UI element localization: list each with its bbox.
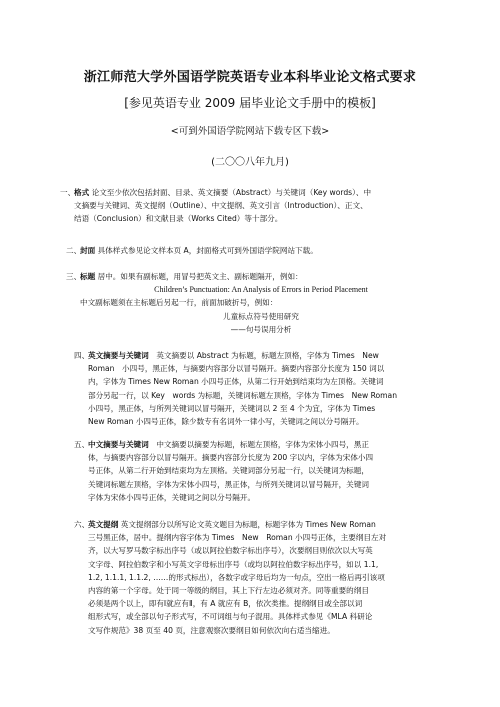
section-text: 1.2, 1.1.1, 1.1.2, ……的形式标出），各数字或字母后均为一句点，空出一格后再引该项: [88, 572, 385, 582]
section-text: 中文摘要以摘要为标题，标题左顶格，字体为宋体小四号，黑正: [156, 440, 369, 449]
section-number: 三、: [66, 272, 82, 281]
english-title-example: Children’s Punctuation: An Analysis of Errors in Period Placement: [154, 285, 368, 295]
section-text: 组形式写，或全部以句子形式写，不可词组与句子混用。具体样式参见《MLA 科研论: [88, 612, 373, 622]
section-text: 文摘要与关键词、英文提纲（Outline）、中文提纲、英文引言（Introduction）、正文、: [74, 201, 368, 211]
document-title: 浙江师范大学外国语学院英语专业本科毕业论文格式要求: [83, 70, 417, 85]
section-text: 居中。如果有副标题，用冒号把英文主、副标题隔开，例如：: [97, 272, 303, 281]
section-title-rules: [66, 270, 456, 336]
section-text: 体，与摘要内容部分以冒号隔开。摘要内容部分长度为 200 字以内，字体为宋体小四: [88, 453, 374, 463]
section-english-abstract: [74, 349, 464, 428]
document-date: (二〇〇八年九月): [211, 157, 289, 168]
section-english-outline: [74, 518, 464, 637]
section-chinese-abstract: [74, 438, 464, 504]
section-number: 二、: [66, 246, 82, 255]
section-heading: 格式: [74, 188, 90, 197]
section-heading: 封面: [80, 246, 96, 255]
section-text: 结语（Conclusion）和文献目录（Works Cited）等十部分。: [74, 214, 283, 224]
section-text: 英文摘要以 Abstract 为标题，标题左顶格，字体为 Times New: [156, 351, 379, 360]
section-format: [60, 186, 460, 226]
section-text: 部分另起一行，以 Key words 为标题，关键词标题左顶格，字体为 Times New Roman: [88, 390, 398, 400]
section-text: 小四号，黑正体，与所列关键词以冒号隔开，关键词以 2 至 4 个为宜，字体为 Times: [88, 403, 376, 413]
section-text: 英文提纲部分以所写论文英文题目为标题，标题字体为 Times New Roman: [120, 520, 376, 529]
chinese-title-example: 儿童标点符号使用研究: [223, 311, 299, 321]
section-cover: [66, 244, 456, 257]
document-subtitle: [参见英语专业 2009 届毕业论文手册中的模板]: [124, 96, 376, 110]
section-text: New Roman 小四号正体，除少数专有名词外一律小写，关键词之间以分号隔开。: [88, 417, 364, 427]
section-text: 论文至少依次包括封面、目录、英文摘要（Abstract）与关键词（Key words）、中: [91, 188, 372, 197]
chinese-subtitle-example: ——句号误用分析: [230, 324, 292, 334]
section-text: 内，字体为 Times New Roman 小四号正体，从第二行开始到结束均为左顶格。关键词: [88, 377, 384, 387]
section-text: 文写作规范》38 页至 40 页，注意观察次要纲目如何依次向右适当缩进。: [88, 625, 335, 635]
section-text: 三号黑正体，居中。提纲内容字体为 Times New Roman 小四号正体，主要纲目左对: [88, 533, 387, 543]
section-text: Roman 小四号，黑正体，与摘要内容部分以冒号隔开。摘要内容部分长度为 150 词以: [88, 364, 385, 374]
section-heading: 英文提纲: [88, 520, 119, 529]
section-text: 齐，以大写罗马数字标出序号（或以阿拉伯数字标出序号），次要纲目则依次以大写英: [88, 546, 373, 556]
section-text: 号正体，从第二行开始到结束均为左顶格。关键词部分另起一行，以关键词为标题，: [88, 466, 369, 476]
section-number: 一、: [60, 188, 76, 197]
section-text: 必须是两个以上，即有Ⅰ就应有Ⅱ，有 A 就应有 B，依次类推。提纲纲目或全部以词: [88, 599, 363, 609]
section-text: 中文副标题须在主标题后另起一行，前面加破折号，例如：: [80, 298, 278, 308]
section-text: 关键词标题左顶格，字体为宋体小四号，黑正体，与所列关键词以冒号隔开，关键词: [88, 479, 369, 489]
section-heading: 标题: [80, 272, 96, 281]
section-text: 具体样式参见论文样本页 A，封面格式可到外国语学院网站下载。: [97, 246, 318, 255]
section-heading: 英文摘要与关键词: [88, 351, 149, 360]
section-text: 字体为宋体小四号正体，关键词之间以分号隔开。: [88, 492, 256, 502]
section-heading: 中文摘要与关键词: [88, 440, 149, 449]
section-text: 文字母、阿拉伯数字和小写英文字母标出序号（或均以阿拉伯数字标出序号，如以 1.1,: [88, 559, 379, 569]
section-number: 四、: [74, 351, 90, 360]
section-text: 内容的第一个字母。处于同一等级的纲目，其上下行左边必须对齐。同等重要的纲目: [88, 586, 369, 596]
section-number: 六、: [74, 520, 90, 529]
section-number: 五、: [74, 440, 90, 449]
download-note: <可到外国语学院网站下载专区下载>: [170, 126, 330, 137]
